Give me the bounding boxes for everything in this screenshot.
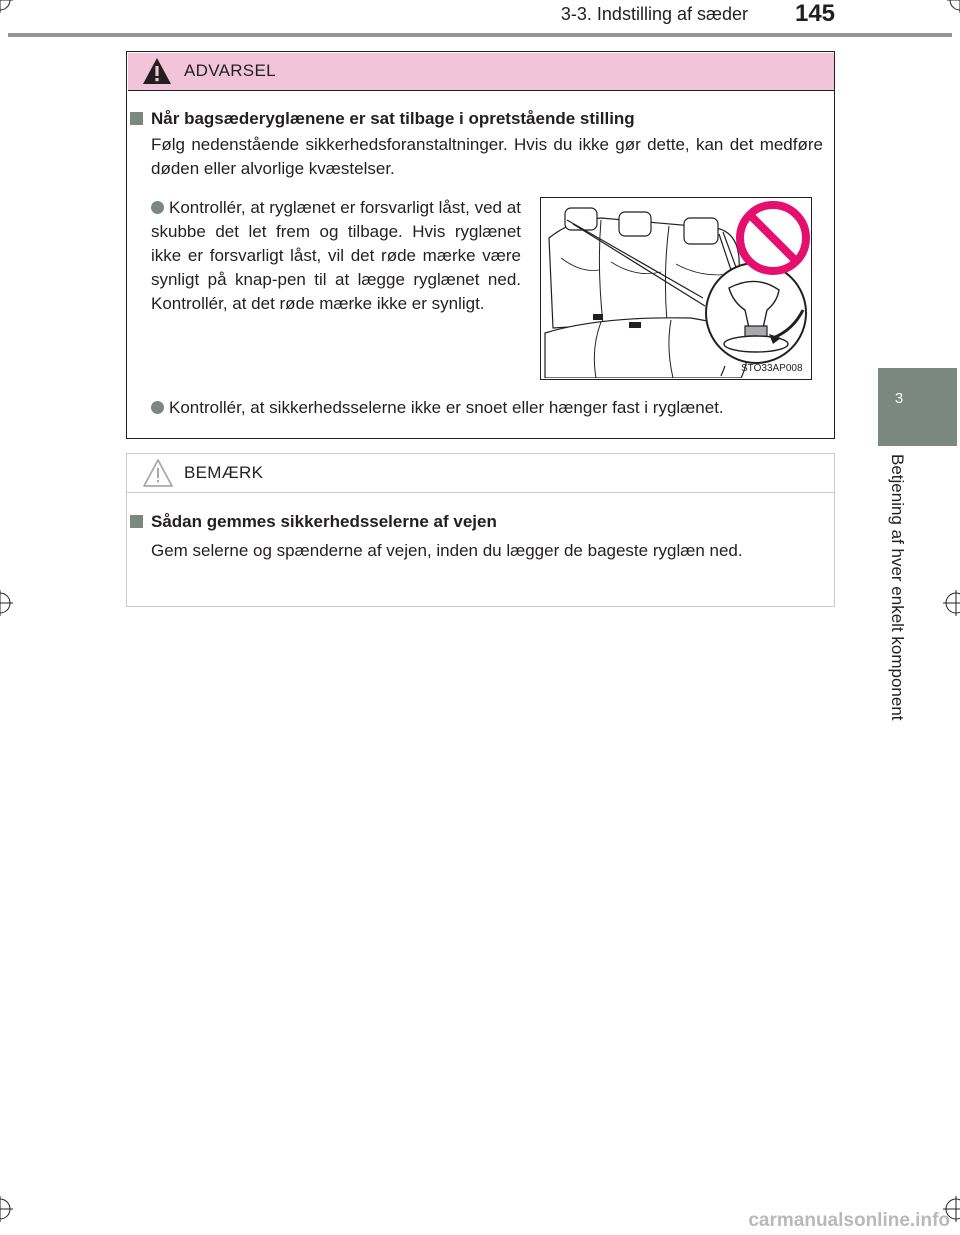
- chapter-number: 3: [894, 390, 904, 407]
- chapter-title: Betjening af hver enkelt komponent: [888, 454, 907, 721]
- notice-heading-text: Sådan gemmes sikkerhedsselerne af vejen: [151, 512, 497, 531]
- notice-triangle-icon: [142, 458, 174, 488]
- crop-mark-icon: [0, 1196, 13, 1222]
- footer-watermark[interactable]: carmanualsonline.info: [748, 1210, 950, 1231]
- square-bullet-icon: [130, 112, 143, 125]
- notice-label: BEMÆRK: [184, 463, 264, 482]
- warning-heading: [130, 109, 635, 129]
- chapter-tab: [878, 368, 957, 446]
- round-bullet-icon: [151, 401, 164, 414]
- warning-bullet-2: [151, 396, 831, 420]
- notice-text: Gem selerne og spænderne af vejen, inden du lægger de bageste ryglæn ned.: [151, 541, 743, 560]
- header-rule: [8, 33, 952, 37]
- crop-mark-icon: [0, 0, 13, 13]
- page-number: 145: [794, 0, 836, 27]
- square-bullet-icon: [130, 515, 143, 528]
- warning-intro: Følg nedenstående sikkerhedsforanstaltninger. Hvis du ikke gør dette, kan det medføre døden eller alvorlige kvæstelser.: [151, 135, 823, 178]
- rear-seat-drawing: [541, 198, 810, 378]
- notice-heading: [130, 512, 497, 532]
- warning-bullet-1-text: Kontrollér, at ryglænet er forsvarligt låst, ved at skubbe det let frem og tilbage. Hvis ryglænet ikke er forsvarligt låst, vil det røde mærke være synligt på knap-pen til at lægge ryglænet ned. Kontrollér, at det røde mærke ikke er synligt.: [151, 198, 521, 313]
- warning-triangle-icon: [142, 57, 172, 85]
- section-title: 3-3. Indstilling af sæder: [560, 4, 748, 24]
- seat-illustration: [540, 197, 812, 380]
- crop-mark-icon: [0, 590, 13, 616]
- chapter-title-wrap: [878, 446, 920, 776]
- warning-bullet-1: [151, 196, 521, 316]
- warning-label: ADVARSEL: [184, 61, 276, 80]
- crop-mark-icon: [947, 0, 960, 13]
- crop-mark-icon: [943, 590, 960, 616]
- image-code: STO33AP008: [741, 363, 803, 374]
- warning-bullet-2-text: Kontrollér, at sikkerhedsselerne ikke er snoet eller hænger fast i ryglænet.: [169, 398, 724, 417]
- round-bullet-icon: [151, 201, 164, 214]
- warning-heading-text: Når bagsæderyglænene er sat tilbage i opretstående stilling: [151, 109, 635, 128]
